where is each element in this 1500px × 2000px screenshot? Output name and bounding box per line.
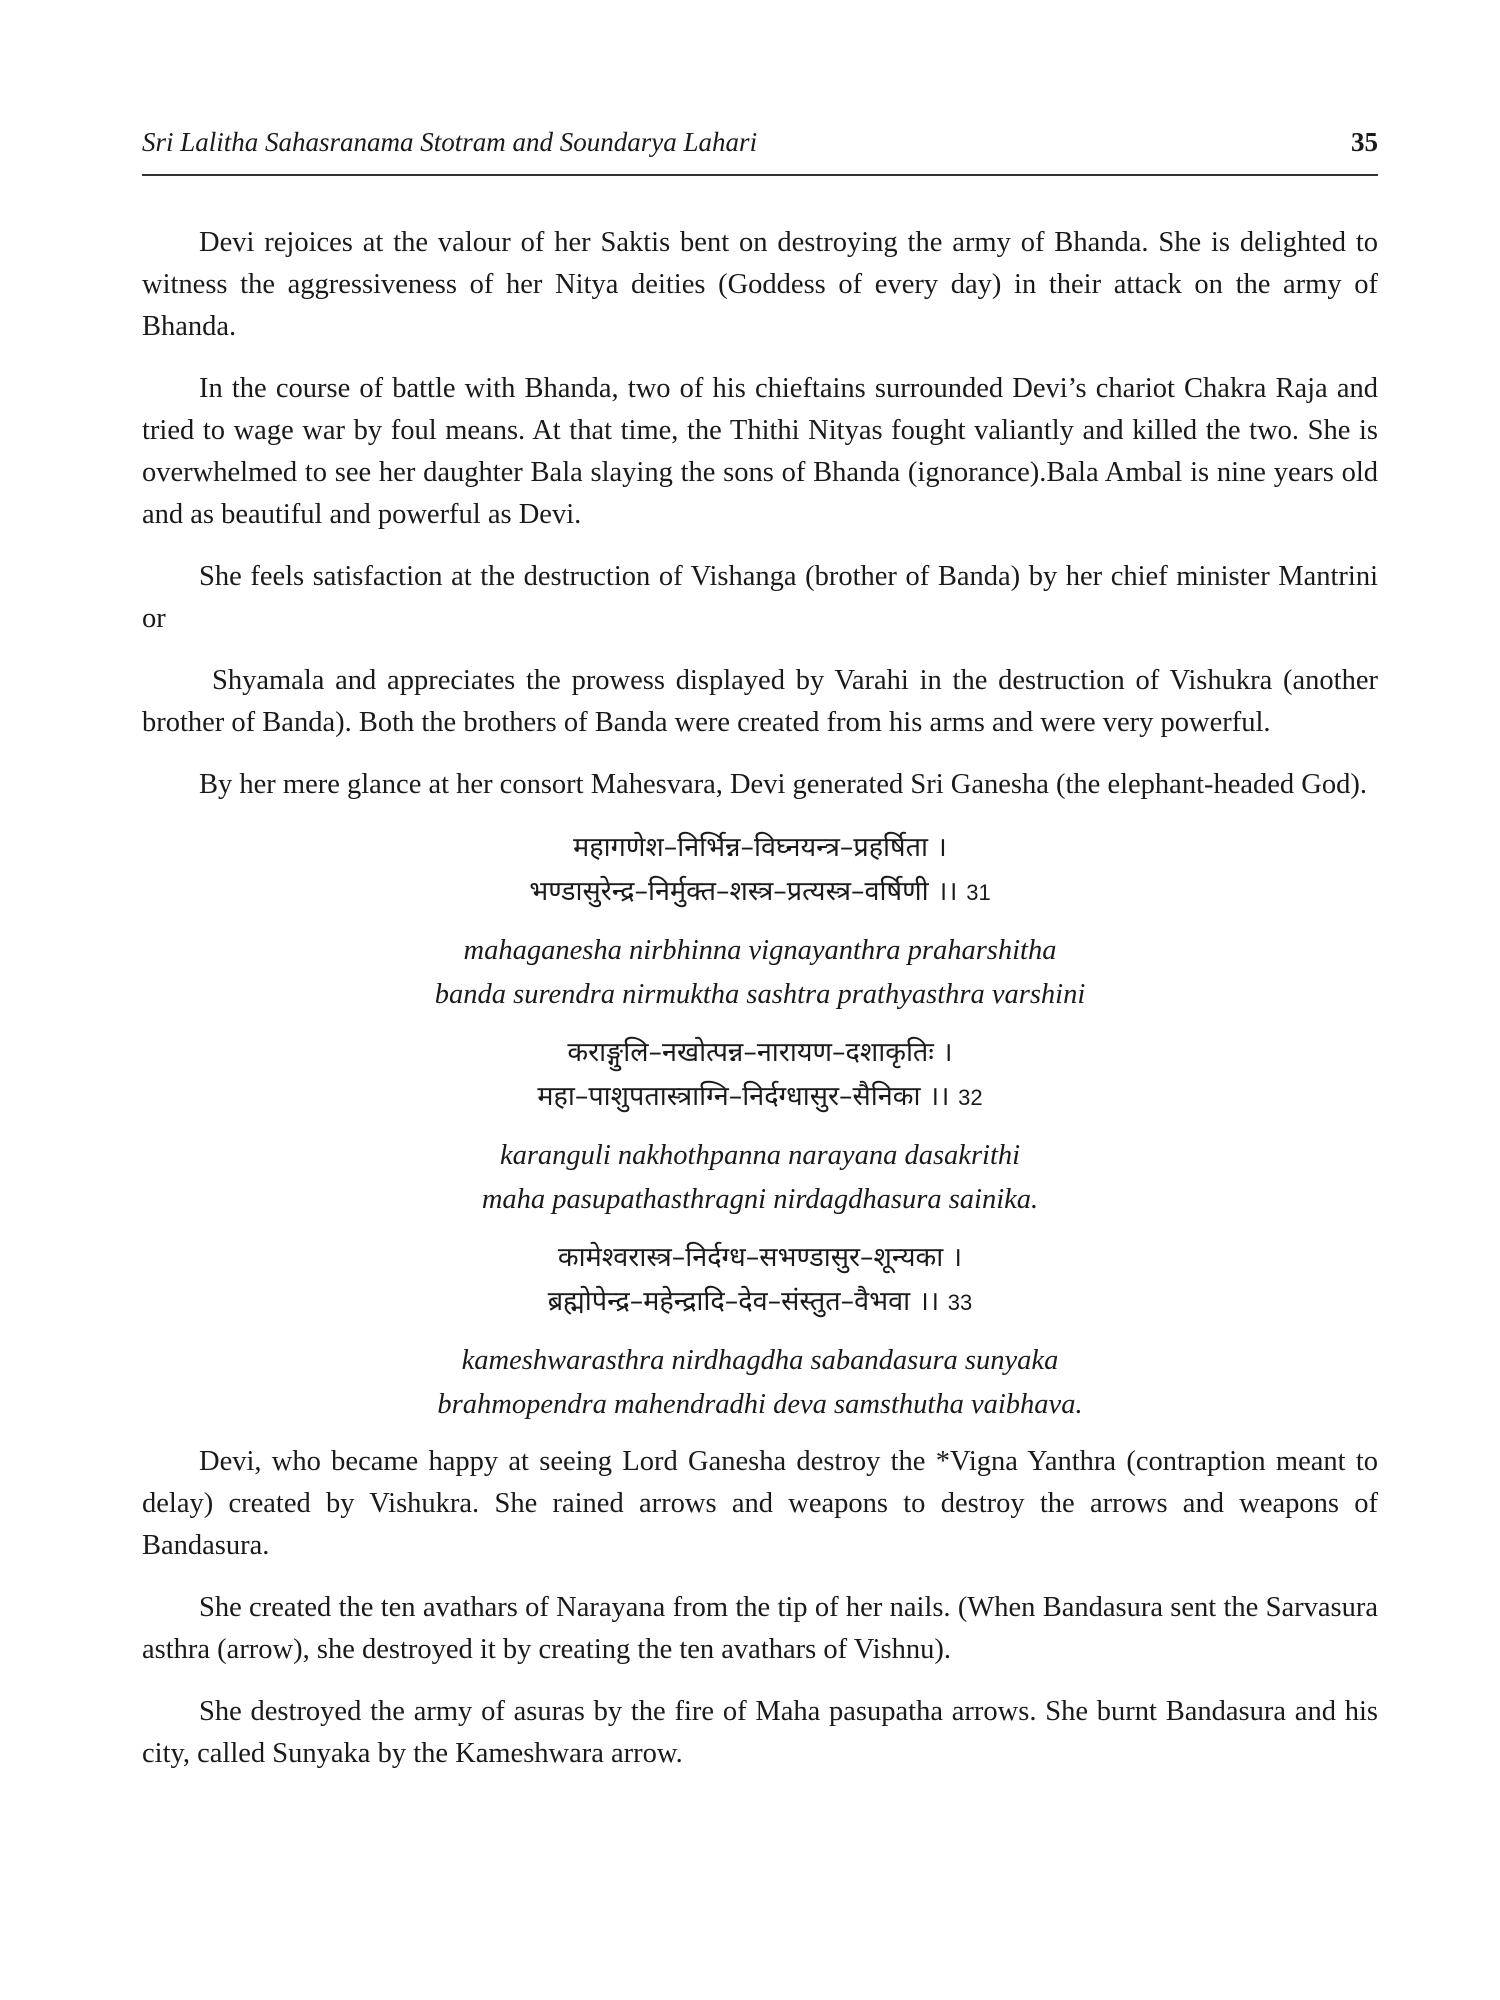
sanskrit-verse-32 xyxy=(142,1031,1378,1120)
paragraph: She destroyed the army of asuras by the fire of Maha pasupatha arrows. She burnt Bandasura and his city, called Sunyaka by the Kameshwara arrow. xyxy=(142,1696,1378,1769)
sanskrit-verse-33 xyxy=(142,1236,1378,1325)
transliteration-line: kameshwarasthra nirdhagdha sabandasura sunyaka xyxy=(461,1345,1059,1376)
paragraph: Shyamala and appreciates the prowess displayed by Varahi in the destruction of Vishukra (another brother of Banda). Both the brothers of Banda were created from his arms and were very powerful. xyxy=(142,665,1378,738)
transliteration-32 xyxy=(142,1134,1378,1222)
verse-line: कराङ्गुलि–नखोत्पन्न–नारायण–दशाकृतिः । xyxy=(567,1037,953,1068)
verse-line-text: महा–पाशुपतास्त्राग्नि–निर्दग्धासुर–सैनिका ।। xyxy=(537,1081,950,1112)
transliteration-line: banda surendra nirmuktha sashtra prathyasthra varshini xyxy=(434,979,1086,1010)
book-title: Sri Lalitha Sahasranama Stotram and Soundarya Lahari xyxy=(142,127,758,157)
verse-line xyxy=(142,1280,1378,1325)
transliteration-33 xyxy=(142,1339,1378,1427)
paragraph: She created the ten avathars of Narayana from the tip of her nails. (When Bandasura sent the Sarvasura asthra (arrow), she destroyed it by creating the ten avathars of Vishnu). xyxy=(142,1592,1378,1665)
verse-line-text: भण्डासुरेन्द्र–निर्मुक्त–शस्त्र–प्रत्यस्त्र–वर्षिणी ।। xyxy=(529,876,958,907)
verse-line: महागणेश–निर्भिन्न–विघ्नयन्त्र–प्रहर्षिता । xyxy=(573,832,947,863)
paragraph: Devi rejoices at the valour of her Saktis bent on destroying the army of Bhanda. She is delighted to witness the aggressiveness of her Nitya deities (Goddess of every day) in their attack on the army of Bhanda. xyxy=(142,227,1378,342)
sanskrit-verse-31 xyxy=(142,826,1378,915)
verse-line xyxy=(142,1075,1378,1120)
header-divider xyxy=(142,174,1378,176)
transliteration-line: brahmopendra mahendradhi deva samsthutha vaibhava. xyxy=(437,1389,1083,1420)
transliteration-line: mahaganesha nirbhinna vignayanthra praharshitha xyxy=(463,935,1057,966)
paragraph: In the course of battle with Bhanda, two of his chieftains surrounded Devi’s chariot Chakra Raja and tried to wage war by foul means. At that time, the Thithi Nityas fought valiantly and killed the two. She is overwhelmed to see her daughter Bala slaying the sons of Bhanda (ignorance).Bala Ambal is nine years old and as beautiful and powerful as Devi. xyxy=(142,373,1378,530)
verse-line: कामेश्वरास्त्र–निर्दग्ध–सभण्डासुर–शून्यका । xyxy=(557,1242,963,1273)
verse-line xyxy=(142,870,1378,915)
verse-number: 33 xyxy=(947,1290,973,1315)
page-number: 35 xyxy=(1351,127,1378,157)
transliteration-31 xyxy=(142,929,1378,1017)
verse-number: 32 xyxy=(958,1085,983,1110)
page-body xyxy=(142,222,1378,1795)
paragraph: Devi, who became happy at seeing Lord Ganesha destroy the *Vigna Yanthra (contraption meant to delay) created by Vishukra. She rained arrows and weapons to destroy the arrows and weapons of Bandasura. xyxy=(142,1446,1378,1561)
paragraph: She feels satisfaction at the destruction of Vishanga (brother of Banda) by her chief minister Mantrini or xyxy=(142,561,1378,634)
transliteration-line: karanguli nakhothpanna narayana dasakrithi xyxy=(499,1140,1021,1171)
paragraph: By her mere glance at her consort Mahesvara, Devi generated Sri Ganesha (the elephant-headed God). xyxy=(199,769,1367,800)
running-header xyxy=(142,124,1378,172)
verse-number: 31 xyxy=(966,880,991,905)
verse-line-text: ब्रह्मोपेन्द्र–महेन्द्रादि–देव–संस्तुत–वैभवा ।। xyxy=(547,1286,940,1317)
transliteration-line: maha pasupathasthragni nirdagdhasura sainika. xyxy=(481,1184,1039,1215)
